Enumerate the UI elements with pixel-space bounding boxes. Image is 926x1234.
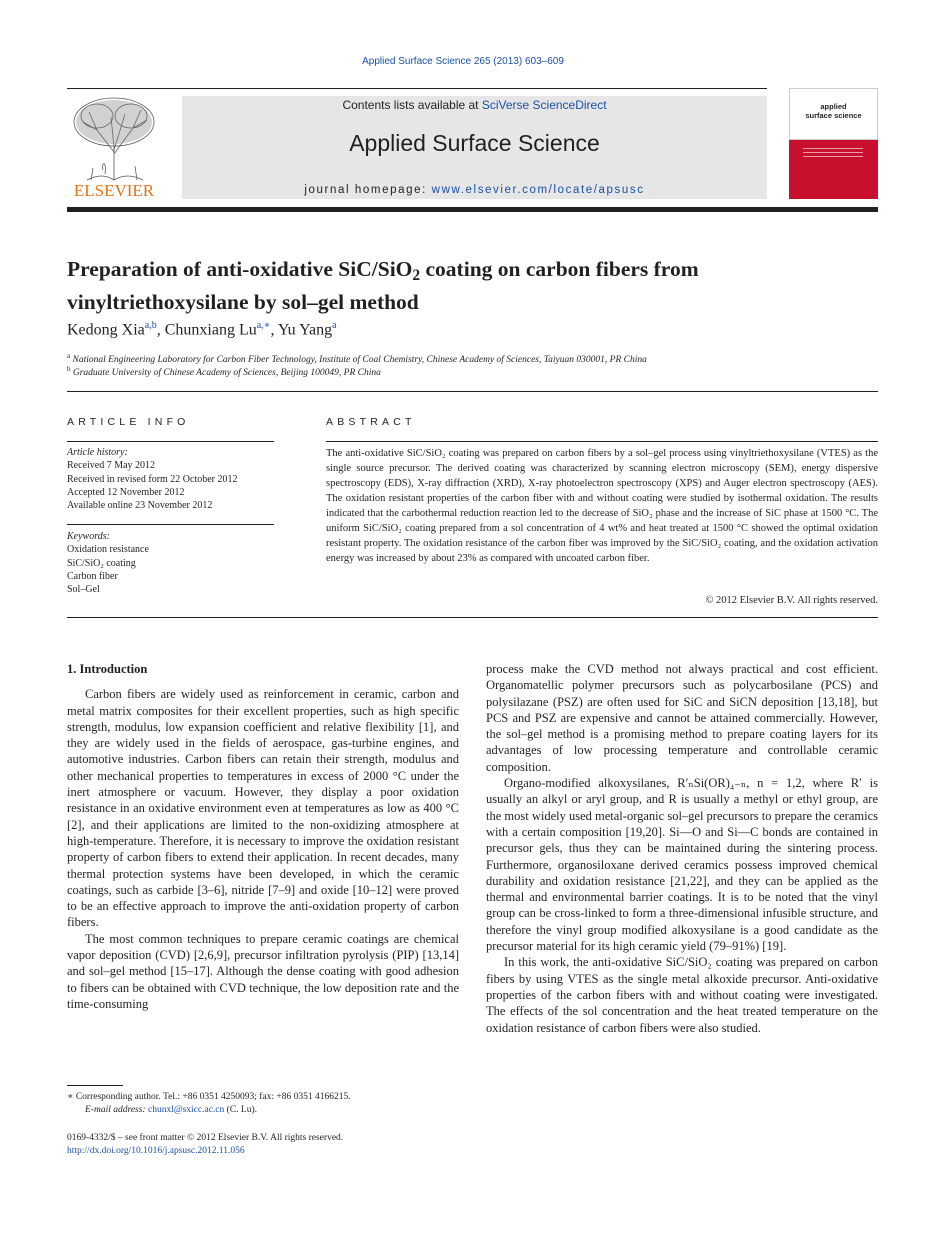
cover-title-line-2: surface science <box>805 111 862 120</box>
email-link[interactable]: chunxl@sxicc.ac.cn <box>147 1105 225 1115</box>
title-subscript: 2 <box>412 266 421 284</box>
title-part-2: coating on carbon fibers from <box>420 257 699 281</box>
author-separator: , <box>270 321 278 339</box>
author-name[interactable]: Kedong Xia <box>67 321 145 339</box>
paragraph: process make the CVD method not always practical and cost efficient. Organomatellic polymer precursors such as polycarbosilane (PCS) and polysilazane (PSZ) are often used for SiC and SiCN deposition [13,18], but PCS and PSZ are expensive and cannot be attained commercially. However, the sol–gel method is a promising method to prepare coating layers for its advantages of low processing temperature and controllable ceramic composition. <box>486 662 878 774</box>
keyword: Carbon fiber <box>67 570 118 582</box>
contents-availability <box>182 98 767 112</box>
article-history <box>67 446 238 512</box>
author-affiliation-mark[interactable]: a <box>332 320 337 331</box>
section-heading-introduction: 1. Introduction <box>67 662 148 676</box>
affiliation-text: Graduate University of Chinese Academy of Sciences, Beijing 100049, PR China <box>72 368 381 379</box>
article-info-label: ARTICLE INFO <box>67 416 190 428</box>
header-top-rule <box>67 88 767 89</box>
email-note <box>67 1104 257 1117</box>
author-list <box>67 320 337 339</box>
history-entry: Received in revised form 22 October 2012 <box>67 473 238 485</box>
article-info-rule <box>67 441 274 442</box>
right-column <box>486 661 878 1036</box>
email-suffix: (C. Lu). <box>224 1105 257 1115</box>
journal-cover-thumbnail[interactable] <box>789 88 878 199</box>
title-line-2: vinyltriethoxysilane by sol–gel method <box>67 289 419 314</box>
article-title <box>67 256 867 316</box>
homepage-link[interactable]: www.elsevier.com/locate/apsusc <box>431 184 645 196</box>
abstract-text: The anti-oxidative SiC/SiO₂ coating was prepared on carbon fibers by a sol–gel process using vinyltriethoxysilane (VTES) as the single source precursor. The derived coating was characterized by scanning electron microscopy (SEM), energy dispersive spectroscopy (EDS), X-ray diffraction (XRD), X-ray photoelectron spectroscopy (XPS) and Auger electron spectroscopy (AES). The oxidation resistant properties of the carbon fiber with and without coating were studied by isothermal oxidation. The results indicated that the carbothermal reduction reaction led to the decrease of SiO₂ phase and the increase of SiC phase at 1500 °C. The uniform SiC/SiO₂ coating prepared from a sol concentration of 4 wt% and heat treated at 1500 °C showed the optimal oxidation resistant property. The oxidation resistance of the carbon fiber was improved by the SiC/SiO₂ coating, and the oxidation activation energy was increased by about 23% as compared with uncoated carbon fiber. <box>326 448 878 564</box>
article-history-heading: Article history: <box>67 447 128 458</box>
author-affiliation-mark[interactable]: a,∗ <box>256 320 271 331</box>
doi-link[interactable]: http://dx.doi.org/10.1016/j.apsusc.2012.11.056 <box>67 1146 245 1156</box>
journal-banner <box>182 96 767 199</box>
paragraph: In this work, the anti-oxidative SiC/SiO₂ coating was prepared on carbon fibers by using VTES as the single metal alkoxide precursor. Anti-oxidative properties of the carbon fibers with and without coating were investigated. The effects of the sol concentration and the heat treated temperature on the oxidation resistance of carbon fibers were also studied. <box>486 955 878 1035</box>
cover-title-line-1: applied <box>820 102 847 111</box>
affiliation-mark: b <box>67 365 71 373</box>
homepage-prefix: journal homepage: <box>304 184 432 196</box>
author-affiliation-mark[interactable]: a,b <box>144 320 157 331</box>
paragraph: The most common techniques to prepare ceramic coatings are chemical vapor deposition (CVD) [2,6,9], precursor infiltration pyrolysis (PIP) [13,14] and sol–gel method [15–17]. Although the dense coating with good adhesion to fibers can be obtained with CVD technique, the low deposition rate and the time-consuming <box>67 931 459 1011</box>
keyword: SiC/SiO₂ coating <box>67 557 136 569</box>
affiliation <box>67 365 381 378</box>
keywords-heading: Keywords: <box>67 531 110 542</box>
keyword: Oxidation resistance <box>67 544 149 556</box>
footnote-rule <box>67 1085 123 1086</box>
publisher-wordmark: ELSEVIER <box>73 181 155 200</box>
affiliation-mark: a <box>67 352 71 360</box>
elsevier-tree-icon <box>67 92 161 202</box>
paragraph: Organo-modified alkoxysilanes, R′ₙSi(OR)₄₋ₙ, n = 1,2, where R′ is usually an alkyl or aryl group, and R is usually a methyl or ethyl group, are the most widely used metal-organic sol–gel precursors to prepare the ceramics with a certain composition [19,20]. Si—O and Si—C bonds are contained in precursor gels, thus they can be maintained during the sintering process. Furthermore, organosiloxane derived ceramics possess improved chemical durability and oxidation resistance [21,22], and they can be applied as the thermal and environmental barrier coatings. It is to be noted that the vinyl group can be cross-linked to form a three-dimensional infusible structure, and therefore the vinyl group modified alkoxysilane is a good candidate as the precursor material for its high ceramic yield (79–91%) [19]. <box>486 776 878 954</box>
keywords <box>67 530 149 596</box>
keywords-rule <box>67 524 274 525</box>
journal-title[interactable]: Applied Surface Science <box>349 130 600 156</box>
affiliation <box>67 352 647 365</box>
author-name[interactable]: Yu Yang <box>277 321 333 339</box>
email-label: E-mail address: <box>85 1105 148 1115</box>
affiliation-text: National Engineering Laboratory for Carbon Fiber Technology, Institute of Coal Chemistry, Chinese Academy of Sciences, Taiyuan 030001, PR China <box>72 355 647 366</box>
history-entry: Available online 23 November 2012 <box>67 500 213 512</box>
abstract-rule <box>326 441 878 442</box>
author-separator: , <box>156 321 165 339</box>
sciencedirect-link[interactable]: SciVerse ScienceDirect <box>481 98 607 112</box>
corresponding-author-note: ∗ Corresponding author. Tel.: +86 0351 4250093; fax: +86 0351 4166215. <box>67 1092 351 1102</box>
left-column <box>67 661 459 1012</box>
keyword: Sol–Gel <box>67 584 100 596</box>
abstract-bottom-rule <box>67 617 878 618</box>
history-entry: Accepted 12 November 2012 <box>67 486 185 498</box>
journal-reference[interactable]: Applied Surface Science 265 (2013) 603–609 <box>362 56 564 67</box>
contents-prefix: Contents lists available at <box>342 98 482 112</box>
history-entry: Received 7 May 2012 <box>67 460 156 472</box>
header-bottom-rule <box>67 207 878 212</box>
cover-decoration <box>803 148 863 160</box>
journal-homepage <box>182 184 767 196</box>
author-name[interactable]: Chunxiang Lu <box>164 321 257 339</box>
elsevier-logo[interactable] <box>67 92 161 202</box>
title-part-1: Preparation of anti-oxidative SiC/SiO <box>67 257 413 281</box>
issn-note: 0169-4332/$ – see front matter © 2012 Elsevier B.V. All rights reserved. <box>67 1133 344 1143</box>
cover-title <box>789 102 878 120</box>
abstract-label: ABSTRACT <box>326 416 416 428</box>
copyright-notice: © 2012 Elsevier B.V. All rights reserved. <box>705 595 878 606</box>
affiliation-rule <box>67 391 878 392</box>
paragraph: Carbon fibers are widely used as reinforcement in ceramic, carbon and metal matrix composites for their excellent properties, such as high specific strength, modulus, low expansion coefficient and relative flexibility [1], and they are widely used in the fields of aerospace, gas-turbine engines, and automotive industries. Carbon fibers can retain their strength, modulus and other mechanical properties to temperatures in excess of 2000 °C under the inert atmosphere or vacuum. However, they display a poor oxidation resistance in an oxidative environment even at temperatures as low as 400 °C [2], and their applications are limited to the non-oxidizing atmosphere at high-temperature. Therefore, it is necessary to improve the oxidation resistant property of carbon fibers to extend their application. In recent decades, many thermal protection systems have been developed, in which the ceramic coatings, such as carbide [3–6], nitride [7–9] and oxide [10–12] were proved to be an effective approach to improve the anti-oxidation property of carbon fibers. <box>67 687 459 930</box>
